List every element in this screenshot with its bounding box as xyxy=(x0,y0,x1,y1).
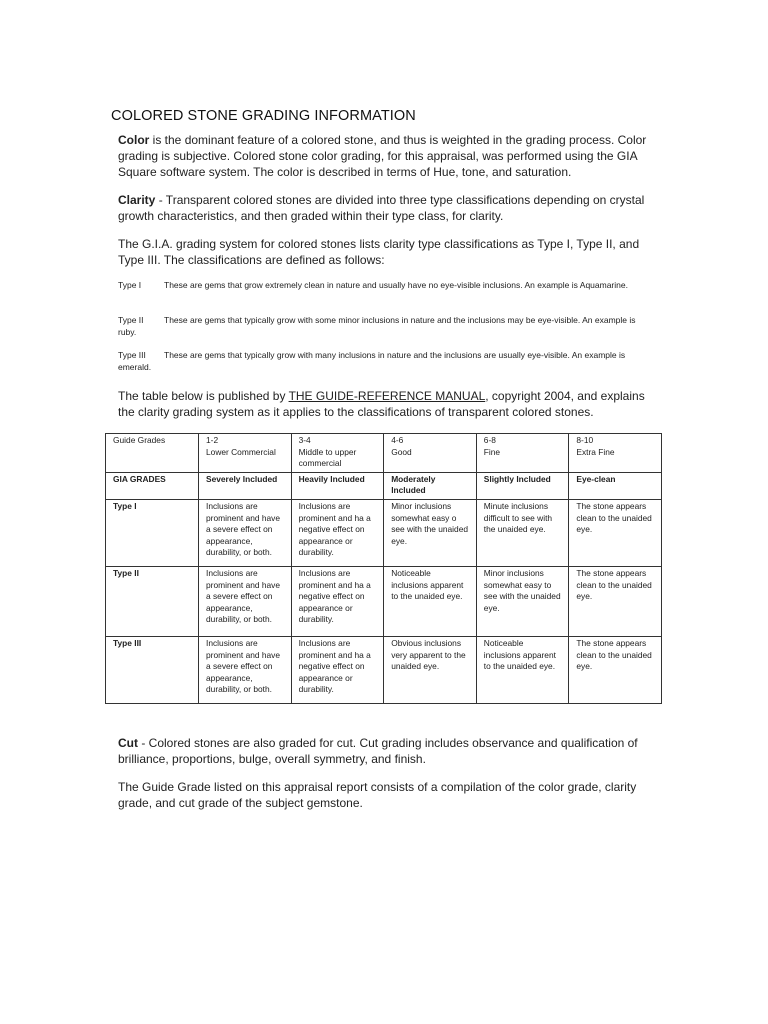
clarity-grading-table xyxy=(105,433,662,704)
table-cell: The stone appears clean to the unaided eye. xyxy=(569,636,662,703)
table-row-header: Type III xyxy=(106,636,199,703)
table-row xyxy=(106,566,662,636)
clarity-text: - Transparent colored stones are divided into three type classifications depending on crystal growth characteristics, and then graded within their type class, for clarity. xyxy=(118,193,645,223)
table-row xyxy=(106,434,662,473)
type-text: These are gems that typically grow with some minor inclusions in nature and the inclusions may be eye-visible. An example is ruby. xyxy=(118,315,636,337)
table-cell: The stone appears clean to the unaided eye. xyxy=(569,566,662,636)
type-text: These are gems that grow extremely clean in nature and usually have no eye-visible inclusions. An example is Aquamarine. xyxy=(164,280,628,290)
table-cell: Inclusions are prominent and have a severe effect on appearance, durability, or both. xyxy=(199,566,292,636)
table-cell: 1-2 Lower Commercial xyxy=(199,434,292,473)
table-cell: 6-8 Fine xyxy=(476,434,569,473)
table-cell: Inclusions are prominent and have a severe effect on appearance, durability, or both. xyxy=(199,636,292,703)
cut-paragraph xyxy=(118,735,658,767)
table-cell: Eye-clean xyxy=(569,472,662,499)
table-intro-paragraph xyxy=(118,388,658,420)
table-cell: Moderately Included xyxy=(384,472,477,499)
table-cell: Inclusions are prominent and ha a negative effect on appearance or durability. xyxy=(291,566,384,636)
table-cell: Obvious inclusions very apparent to the unaided eye. xyxy=(384,636,477,703)
table-intro-after: , copyright 2004, and explains the clarity grading system as it applies to the classifications of transparent colored stones. xyxy=(118,389,645,419)
table-cell: Minor inclusions somewhat easy to see with the unaided eye. xyxy=(476,566,569,636)
table-row xyxy=(106,499,662,566)
closing-paragraph: The Guide Grade listed on this appraisal report consists of a compilation of the color grade, clarity grade, and cut grade of the subject gemstone. xyxy=(118,780,637,810)
table-intro-before: The table below is published by xyxy=(118,389,289,403)
reference-manual-title: THE GUIDE-REFERENCE MANUAL xyxy=(288,389,486,403)
type-label: Type II xyxy=(118,315,144,325)
table-row xyxy=(106,472,662,499)
table-row-header: Guide Grades xyxy=(106,434,199,473)
table-cell: Noticeable inclusions apparent to the unaided eye. xyxy=(476,636,569,703)
table-cell: Minor inclusions somewhat easy o see with the unaided eye. xyxy=(384,499,477,566)
cut-text: - Colored stones are also graded for cut. Cut grading includes observance and qualification of brilliance, proportions, bulge, overall symmetry, and finish. xyxy=(118,736,638,766)
table-cell: Severely Included xyxy=(199,472,292,499)
table-cell: Noticeable inclusions apparent to the unaided eye. xyxy=(384,566,477,636)
clarity-term: Clarity xyxy=(118,193,156,207)
table-cell: 8-10 Extra Fine xyxy=(569,434,662,473)
color-term: Color xyxy=(118,133,150,147)
table-cell: Heavily Included xyxy=(291,472,384,499)
table-cell: Inclusions are prominent and ha a negative effect on appearance or durability. xyxy=(291,636,384,703)
type-label: Type III xyxy=(118,350,146,360)
gia-intro-paragraph: The G.I.A. grading system for colored stones lists clarity type classifications as Type I, Type II, and Type III. The classifications are defined as follows: xyxy=(118,237,640,267)
table-row-header: GIA GRADES xyxy=(106,472,199,499)
clarity-paragraph xyxy=(118,192,658,224)
color-paragraph xyxy=(118,132,658,180)
type-definition xyxy=(118,315,643,338)
table-cell: Minute inclusions difficult to see with the unaided eye. xyxy=(476,499,569,566)
color-text: is the dominant feature of a colored stone, and thus is weighted in the grading process. Color grading is subjective. Colored stone color grading, for this appraisal, was performed using the GIA Square software system. The color is described in terms of Hue, tone, and saturation. xyxy=(118,133,647,179)
table-cell: Inclusions are prominent and ha a negative effect on appearance or durability. xyxy=(291,499,384,566)
page-title: COLORED STONE GRADING INFORMATION xyxy=(111,108,416,124)
table-cell: 4-6 Good xyxy=(384,434,477,473)
type-definition xyxy=(118,350,643,373)
type-text: These are gems that typically grow with many inclusions in nature and the inclusions are usually eye-visible. An example is emerald. xyxy=(118,350,626,372)
table-row-header: Type I xyxy=(106,499,199,566)
type-label: Type I xyxy=(118,280,142,290)
table-cell: Slightly Included xyxy=(476,472,569,499)
type-definition xyxy=(118,280,643,292)
table-cell: 3-4 Middle to upper commercial xyxy=(291,434,384,473)
table-row xyxy=(106,636,662,703)
table-row-header: Type II xyxy=(106,566,199,636)
table-cell: Inclusions are prominent and have a severe effect on appearance, durability, or both. xyxy=(199,499,292,566)
cut-term: Cut xyxy=(118,736,138,750)
table-cell: The stone appears clean to the unaided eye. xyxy=(569,499,662,566)
